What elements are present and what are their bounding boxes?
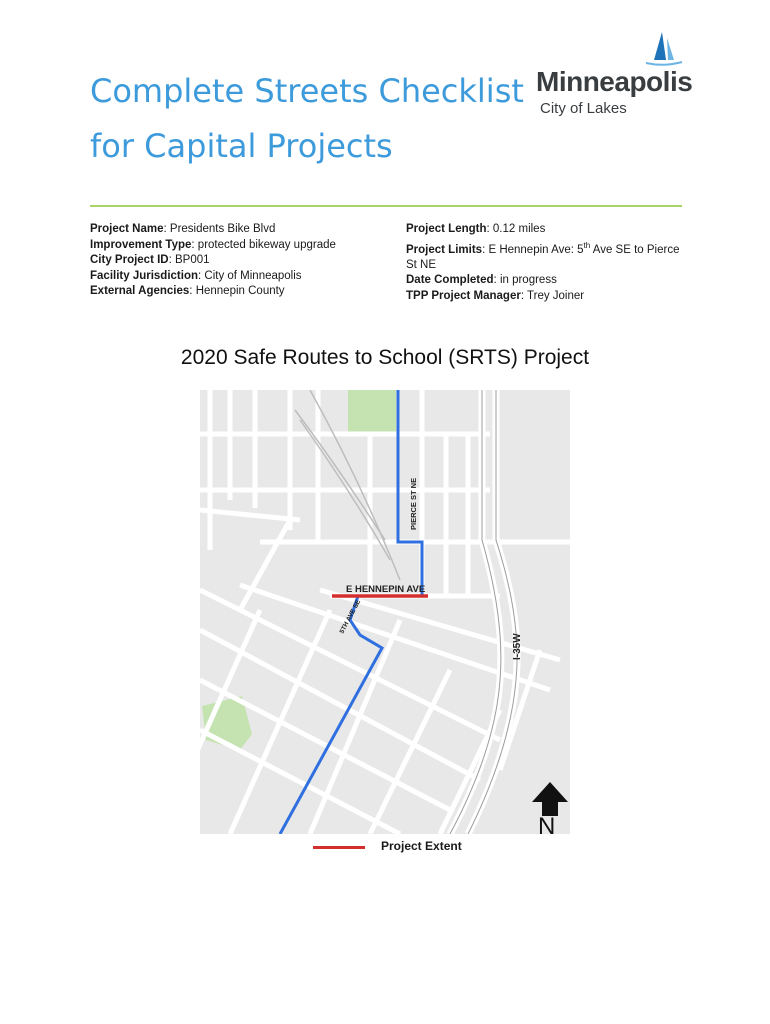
field-value: 0.12 miles bbox=[492, 223, 546, 235]
field-label: Project Name bbox=[90, 223, 164, 235]
fifth-ave-label: 5TH AVE SE bbox=[338, 598, 363, 635]
logo-tagline: City of Lakes bbox=[540, 100, 627, 117]
project-limits-row: Project Limits: E Hennepin Ave: 5th Ave SE to Pierce St NE bbox=[406, 240, 680, 271]
project-extent-swatch bbox=[313, 846, 365, 849]
sailboat-logo-icon bbox=[536, 30, 686, 70]
title-line-2: for Capital Projects bbox=[90, 127, 393, 165]
field-value-cont: Ave SE to Pierce St NE bbox=[406, 243, 680, 271]
field-value: E Hennepin Ave: 5 bbox=[488, 243, 584, 256]
city-project-id-row: City Project ID: BP001 bbox=[90, 254, 210, 266]
i35w-label: I-35W bbox=[512, 633, 523, 660]
title-line-1: Complete Streets Checklist bbox=[90, 72, 524, 110]
divider bbox=[90, 205, 682, 207]
field-label: Improvement Type bbox=[90, 238, 192, 251]
minneapolis-logo bbox=[536, 30, 693, 120]
ordinal-suffix: th bbox=[583, 240, 591, 250]
field-value: in progress bbox=[499, 274, 557, 287]
map-title: 2020 Safe Routes to School (SRTS) Project bbox=[180, 346, 590, 369]
field-value: City of Minneapolis bbox=[204, 269, 302, 282]
field-value: protected bikeway upgrade bbox=[197, 238, 336, 251]
park-area bbox=[348, 390, 396, 434]
facility-jurisdiction-row: Facility Jurisdiction: City of Minneapolis bbox=[90, 269, 302, 282]
hennepin-ave-label: E HENNEPIN AVE bbox=[346, 584, 426, 595]
field-label: TPP Project Manager bbox=[406, 289, 521, 302]
field-label: External Agencies bbox=[90, 285, 190, 297]
map-legend bbox=[313, 838, 513, 856]
field-value: Trey Joiner bbox=[527, 289, 585, 302]
project-info-left bbox=[90, 222, 380, 300]
project-length-row: Project Length: 0.12 miles bbox=[406, 223, 546, 235]
project-name-row: Project Name: Presidents Bike Blvd bbox=[90, 223, 276, 235]
field-label: Date Completed bbox=[406, 274, 494, 287]
field-value: Hennepin County bbox=[195, 285, 285, 297]
field-label: City Project ID bbox=[90, 254, 169, 266]
pierce-st-label: PIERCE ST NE bbox=[409, 477, 418, 530]
project-info-right bbox=[406, 222, 686, 304]
project-map bbox=[200, 390, 570, 834]
project-manager-row: TPP Project Manager: Trey Joiner bbox=[406, 289, 585, 302]
improvement-type-row: Improvement Type: protected bikeway upgrade bbox=[90, 238, 336, 251]
logo-name: Minneapolis bbox=[536, 66, 693, 97]
field-label: Project Length bbox=[406, 223, 487, 235]
field-value: BP001 bbox=[175, 254, 210, 266]
external-agencies-row: External Agencies: Hennepin County bbox=[90, 285, 285, 297]
field-label: Project Limits bbox=[406, 243, 483, 256]
date-completed-row: Date Completed: in progress bbox=[406, 274, 557, 287]
field-value: Presidents Bike Blvd bbox=[169, 223, 276, 235]
field-label: Facility Jurisdiction bbox=[90, 269, 198, 282]
legend-label: Project Extent bbox=[381, 839, 462, 853]
north-label: N bbox=[538, 813, 556, 834]
